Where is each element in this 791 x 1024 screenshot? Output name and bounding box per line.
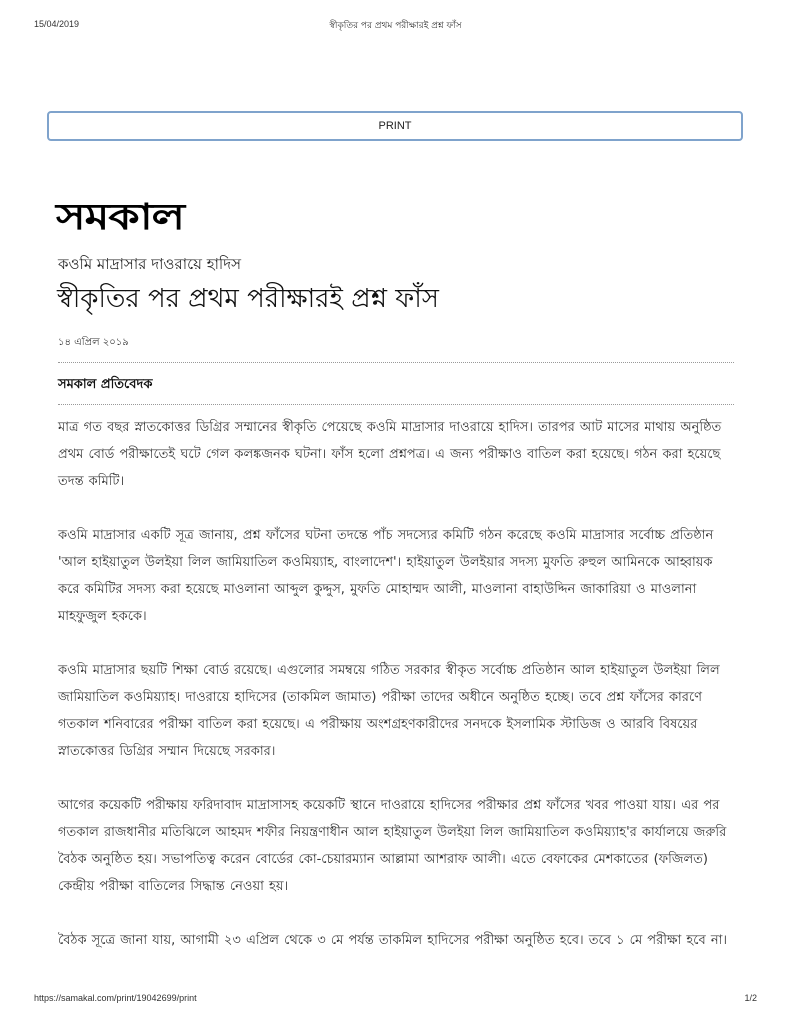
article-paragraph: কওমি মাদ্রাসার একটি সূত্র জানায়, প্রশ্ন ফাঁসের ঘটনা তদন্তে পাঁচ সদস্যের কমিটি গঠন করেছে কওমি মাদ্রাসার সর্বোচ্চ প্রতিষ্ঠান 'আল হাইয়াতুল উলইয়া লিল জামিয়াতিল কওমিয়্যাহ, বাংলাদেশ'। হাইয়াতুল উলইয়ার সদস্য মুফতি রুহুল আমিনকে আহ্বায়ক করে কমিটির সদস্য করা হয়েছে মাওলানা আব্দুল কুদ্দুস, মুফতি মোহাম্মদ আলী, মাওলানা বাহাউদ্দিন জাকারিয়া ও মাওলানা মাহফুজুল হককে। xyxy=(58,528,714,624)
article-date: ১৪ এপ্রিল ২০১৯ xyxy=(58,337,129,348)
article-paragraph: কওমি মাদ্রাসার ছয়টি শিক্ষা বোর্ড রয়েছে। এগুলোর সমম্বয়ে গঠিত সরকার স্বীকৃত সর্বোচ্চ প্রতিষ্ঠান আল হাইয়াতুল উলইয়া লিল জামিয়াতিল কওমিয়্যাহ। দাওরায়ে হাদিসের (তাকমিল জামাত) পরীক্ষা তাদের অধীনে অনুষ্ঠিত হচ্ছে। তবে প্রশ্ন ফাঁসের কারণে গতকাল শনিবারের পরীক্ষা বাতিল করা হয়েছে। এ পরীক্ষায় অংশগ্রহণকারীদের সনদকে ইসলামিক স্টাডিজ ও আরবি বিষয়ের স্নাতকোত্তর ডিগ্রির সম্মান দিয়েছে সরকার। xyxy=(58,663,720,759)
samakal-logo: সমকাল xyxy=(56,197,184,238)
print-footer-url: https://samakal.com/print/19042699/print xyxy=(34,993,197,1003)
print-page-number: 1/2 xyxy=(744,993,757,1003)
divider xyxy=(58,362,734,363)
article-kicker: কওমি মাদ্রাসার দাওরায়ে হাদিস xyxy=(58,255,242,273)
article-paragraph: আগের কয়েকটি পরীক্ষায় ফরিদাবাদ মাদ্রাসাসহ কয়েকটি স্থানে দাওরায়ে হাদিসের পরীক্ষার প্রশ্ন ফাঁসের খবর পাওয়া যায়। এর পর গতকাল রাজধানীর মতিঝিলে আহমদ শফীর নিয়ন্ত্রণাধীন আল হাইয়াতুল উলইয়া লিল জামিয়াতিল কওমিয়্যাহ'র কার্যালয়ে জরুরি বৈঠক অনুষ্ঠিত হয়। সভাপতিত্ব করেন বোর্ডের কো-চেয়ারম্যান আল্লামা আশরাফ আলী। এতে বেফাকের মেশকাতের (ফজিলত) কেন্দ্রীয় পরীক্ষা বাতিলের সিদ্ধান্ত নেওয়া হয়। xyxy=(58,798,727,894)
print-button[interactable]: PRINT xyxy=(47,111,743,141)
divider xyxy=(58,404,734,405)
print-header-title: স্বীকৃতির পর প্রথম পরীক্ষারই প্রশ্ন ফাঁস xyxy=(329,21,462,31)
article-body xyxy=(58,414,738,981)
article-paragraph: মাত্র গত বছর স্নাতকোত্তর ডিগ্রির সম্মানের স্বীকৃতি পেয়েছে কওমি মাদ্রাসার দাওরায়ে হাদিস। তারপর আট মাসের মাথায় অনুষ্ঠিত প্রথম বোর্ড পরীক্ষাতেই ঘটে গেল কলঙ্কজনক ঘটনা। ফাঁস হলো প্রশ্নপত্র। এ জন্য পরীক্ষাও বাতিল করা হয়েছে। গঠন করা হয়েছে তদন্ত কমিটি। xyxy=(58,420,722,489)
print-date: 15/04/2019 xyxy=(34,19,80,29)
article-byline: সমকাল প্রতিবেদক xyxy=(58,377,153,392)
article-paragraph: বৈঠক সূত্রে জানা যায়, আগামী ২৩ এপ্রিল থেকে ৩ মে পর্যন্ত তাকমিল হাদিসের পরীক্ষা অনুষ্ঠিত হবে। তবে ১ মে পরীক্ষা হবে না। xyxy=(58,933,728,948)
article-headline: স্বীকৃতির পর প্রথম পরীক্ষারই প্রশ্ন ফাঁস xyxy=(57,284,439,314)
